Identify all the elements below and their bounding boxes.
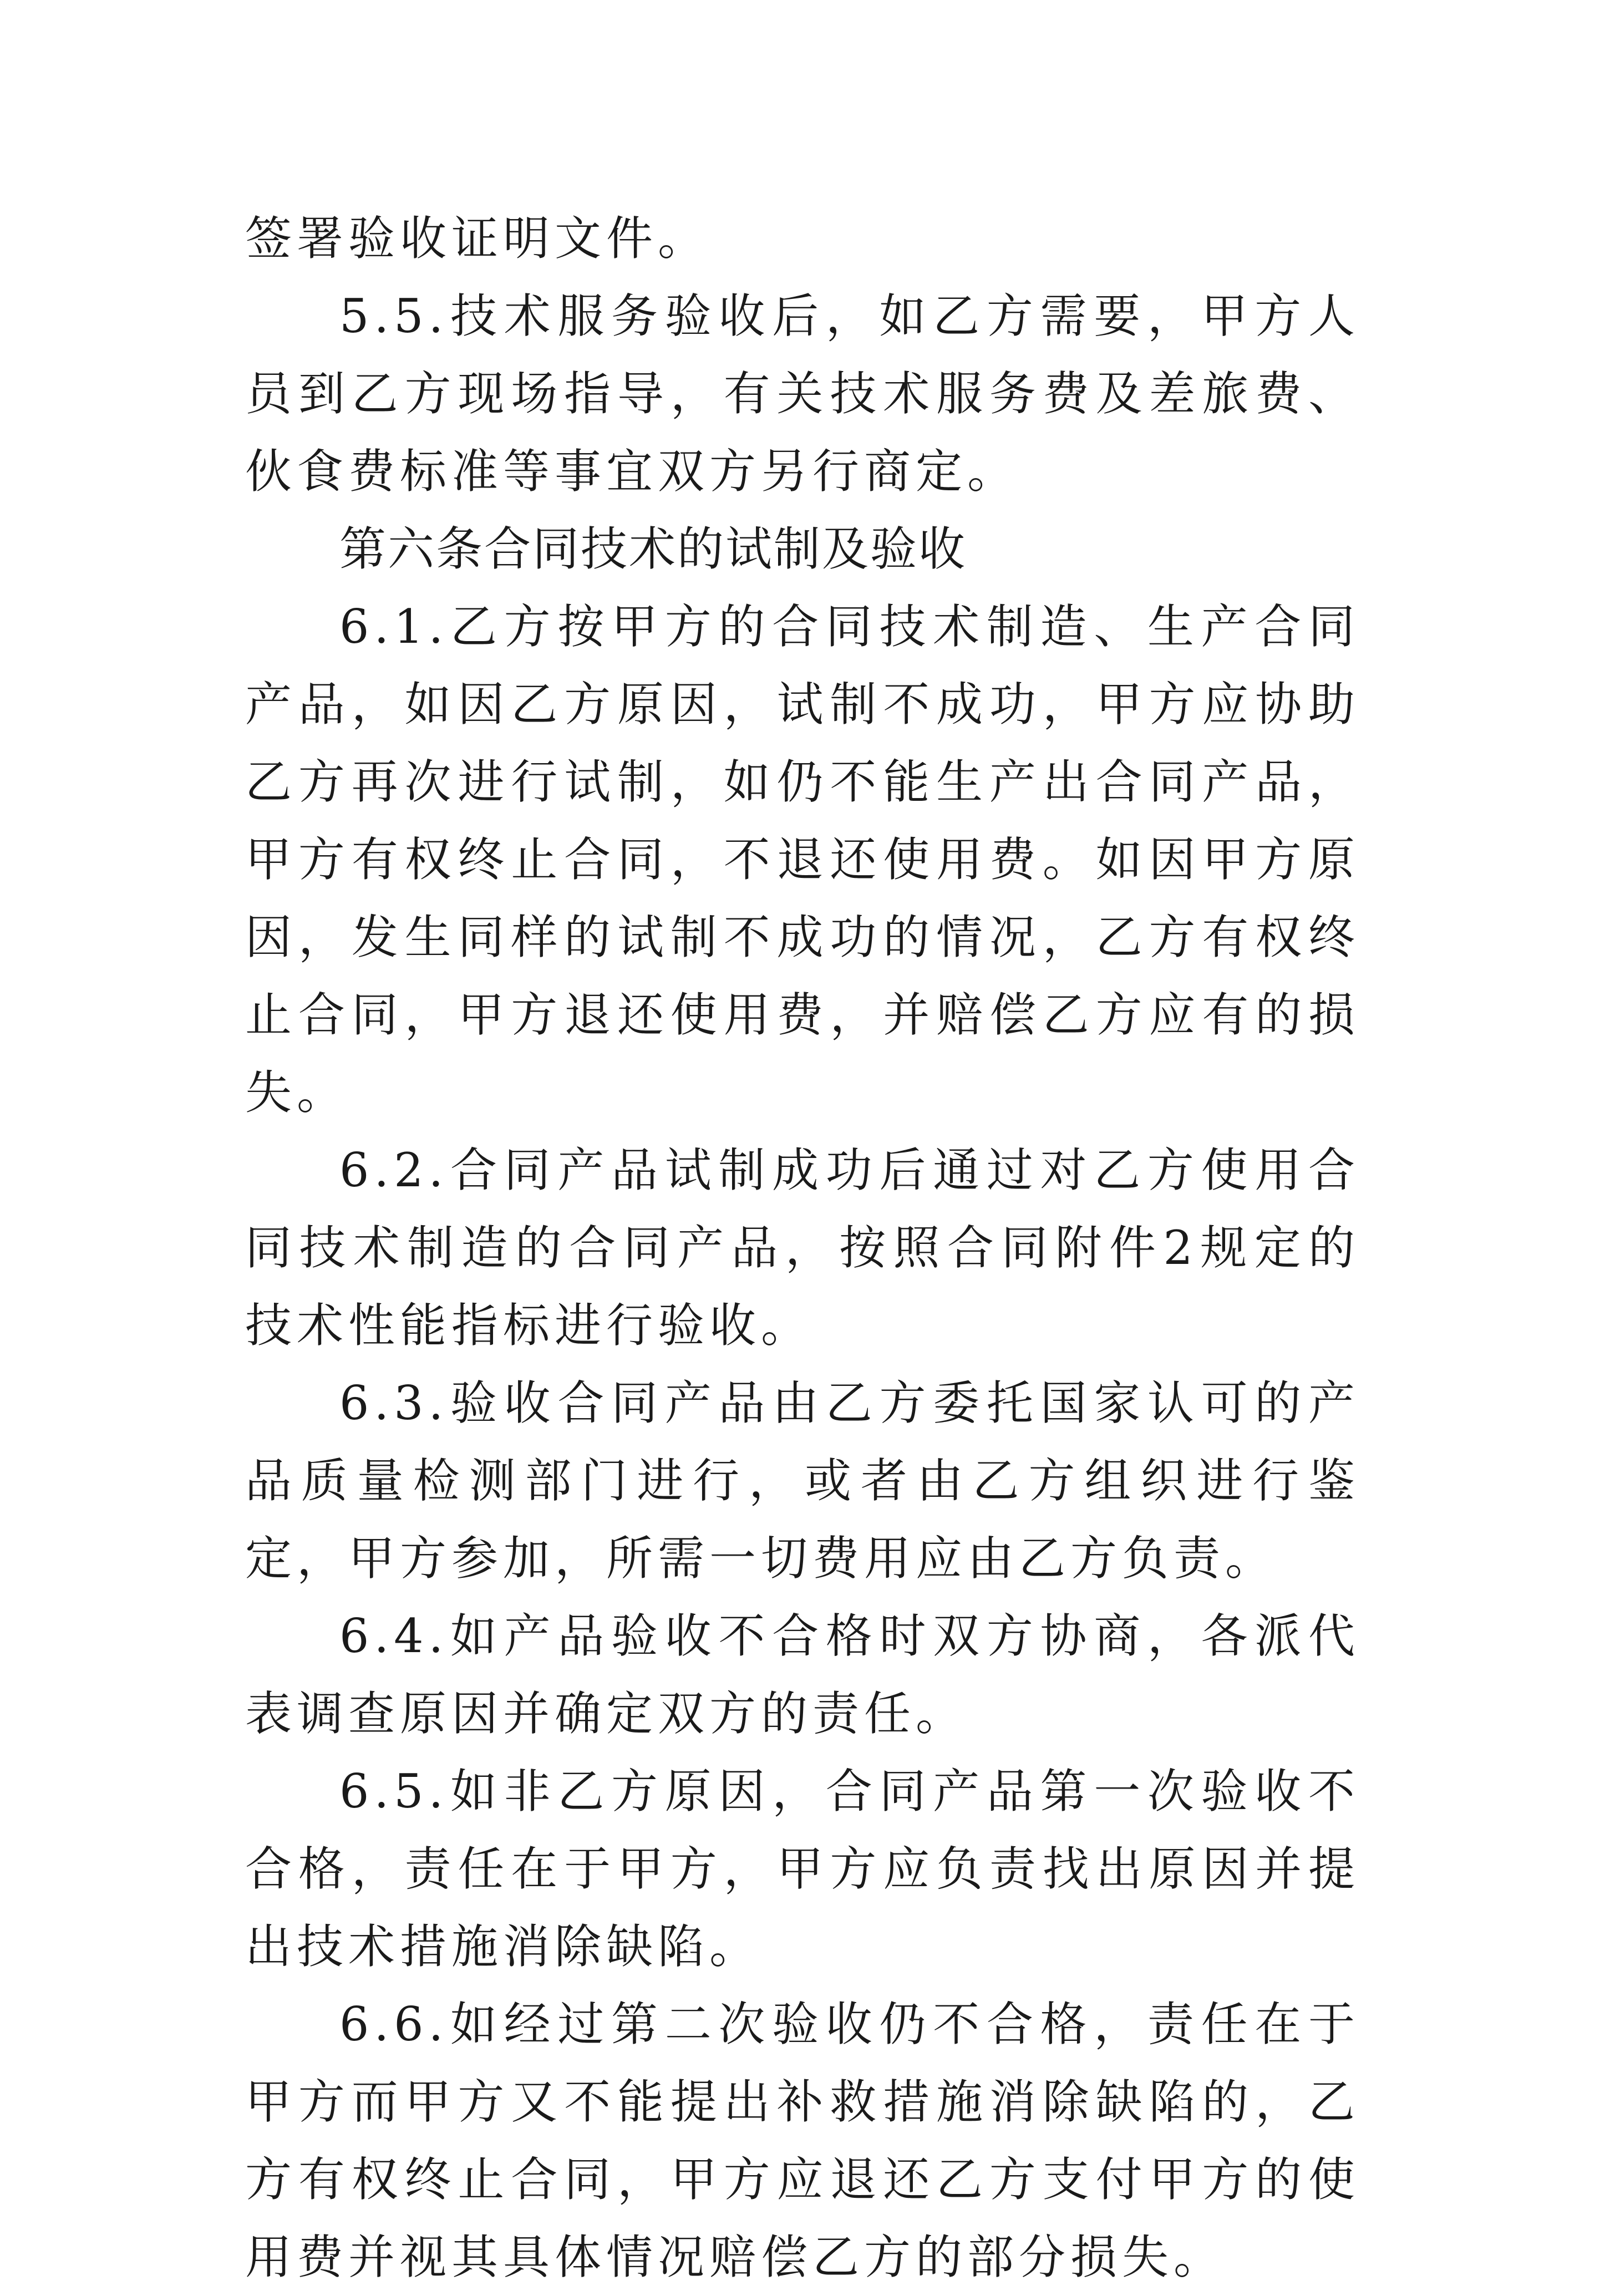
document-body [245, 200, 1360, 2296]
section-heading-article-6: 第六条合同技术的试制及验收 [339, 522, 967, 576]
paragraph-6-2: 6.2.合同产品试制成功后通过对乙方使用合同技术制造的合同产品，按照合同附件2规定的技术性能指标进行验收。 [245, 1143, 1360, 1353]
paragraph-5-5: 5.5.技术服务验收后，如乙方需要，甲方人员到乙方现场指导，有关技术服务费及差旅费、伙食费标准等事宜双方另行商定。 [245, 289, 1360, 499]
paragraph-continuation: 签署验收证明文件。 [245, 211, 710, 266]
paragraph-6-6: 6.6.如经过第二次验收仍不合格，责任在于甲方而甲方又不能提出补救措施消除缺陷的，乙方有权终止合同，甲方应退还乙方支付甲方的使用费并视其具体情况赔偿乙方的部分损失。 [245, 1997, 1360, 2284]
paragraph-6-3: 6.3.验收合同产品由乙方委托国家认可的产品质量检测部门进行，或者由乙方组织进行鉴定，甲方参加，所需一切费用应由乙方负责。 [245, 1376, 1360, 1586]
paragraph-6-4: 6.4.如产品验收不合格时双方协商，各派代表调查原因并确定双方的责任。 [245, 1609, 1360, 1741]
paragraph-6-1: 6.1.乙方按甲方的合同技术制造、生产合同产品，如因乙方原因，试制不成功，甲方应协助乙方再次进行试制，如仍不能生产出合同产品，甲方有权终止合同，不退还使用费。如因甲方原因，发生同样的试制不成功的情况，乙方有权终止合同，甲方退还使用费，并赔偿乙方应有的损失。 [245, 600, 1360, 1120]
paragraph-6-5: 6.5.如非乙方原因，合同产品第一次验收不合格，责任在于甲方，甲方应负责找出原因并提出技术措施消除缺陷。 [245, 1764, 1360, 1974]
